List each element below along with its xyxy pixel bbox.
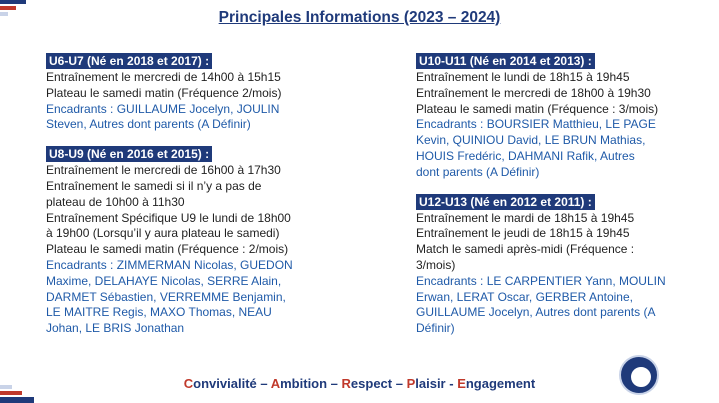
section-header: U12-U13 (Né en 2012 et 2011) : [416,194,595,210]
ball-icon [629,365,653,389]
encadrants-line: Définir) [416,321,455,336]
footer-word: onvivialité [193,376,257,391]
encadrants-line: DARMET Sébastien, VERREMME Benjamin, [46,289,286,304]
info-line: Plateau le samedi matin (Fréquence : 2/mois) [46,242,289,257]
section-header: U10-U11 (Né en 2014 et 2013) : [416,53,595,69]
footer-initial: P [406,376,416,391]
section-u8-u9 [46,145,346,337]
encadrants-line: Erwan, LERAT Oscar, GERBER Antoine, [416,289,633,304]
encadrants-line: Encadrants : GUILLAUME Jocelyn, JOULIN [46,101,280,116]
encadrants-line: Encadrants : ZIMMERMAN Nicolas, GUEDON [46,257,293,272]
encadrants-line: Steven, Autres dont parents (A Définir) [46,117,251,132]
page-title: Principales Informations (2023 – 2024) [218,9,501,26]
info-line: Match le samedi après-midi (Fréquence : [416,242,635,257]
info-line: Plateau le samedi matin (Fréquence 2/mois) [46,85,282,100]
info-line: Plateau le samedi matin (Fréquence : 3/mois) [416,101,659,116]
section-u12-u13 [416,193,716,337]
footer-separator: – [256,376,271,391]
values-footer [0,376,719,391]
section-u10-u11 [416,52,716,181]
footer-word: ngagement [465,376,536,391]
info-line: Entraînement le jeudi de 18h15 à 19h45 [416,226,630,241]
section-header: U6-U7 (Né en 2018 et 2017) : [46,53,212,69]
encadrants-line: Kevin, QUINIOU David, LE BRUN Mathias, [416,133,646,148]
info-line: Entraînement le mercredi de 14h00 à 15h15 [46,70,281,84]
footer-separator: - [445,376,458,391]
encadrants-line: Encadrants : BOURSIER Matthieu, LE PAGE [416,117,656,132]
footer-initial: A [270,376,281,391]
footer-word: laisir [415,376,446,391]
encadrants-line: HOUIS Fredéric, DAHMANI Rafik, Autres [416,148,635,163]
info-line: Entraînement le samedi si il n’y a pas de [46,178,262,193]
encadrants-line: Maxime, DELAHAYE Nicolas, SERRE Alain, [46,273,282,288]
encadrants-line: LE MAITRE Regis, MAXO Thomas, NEAU [46,305,272,320]
encadrants-line: Encadrants : LE CARPENTIER Yann, MOULIN [416,273,666,288]
info-line: Entraînement le mardi de 18h15 à 19h45 [416,210,635,225]
section-u6-u7 [46,52,346,133]
footer-initial: R [341,376,351,391]
footer-initial: C [183,376,194,391]
right-column [416,52,716,343]
footer-word: espect [350,376,393,391]
encadrants-line: Johan, LE BRIS Jonathan [46,321,185,336]
info-line: Entraînement Spécifique U9 le lundi de 18h00 [46,210,291,225]
encadrants-line: dont parents (A Définir) [416,164,540,179]
info-line: plateau de 10h00 à 11h30 [46,194,185,209]
footer-separator: – [327,376,342,391]
info-line: Entraînement le mercredi de 18h00 à 19h30 [416,85,651,100]
info-line: à 19h00 (Lorsqu’il y aura plateau le samedi) [46,226,280,241]
footer-word: mbition [280,376,328,391]
footer-initial: E [457,376,466,391]
section-header: U8-U9 (Né en 2016 et 2015) : [46,146,212,162]
left-column [46,52,346,343]
club-crest-icon [619,355,659,395]
info-line: 3/mois) [416,257,456,272]
info-line: Entraînement le lundi de 18h15 à 19h45 [416,70,630,84]
encadrants-line: GUILLAUME Jocelyn, Autres dont parents (A [416,305,656,320]
footer-separator: – [392,376,407,391]
info-line: Entraînement le mercredi de 16h00 à 17h30 [46,163,281,178]
